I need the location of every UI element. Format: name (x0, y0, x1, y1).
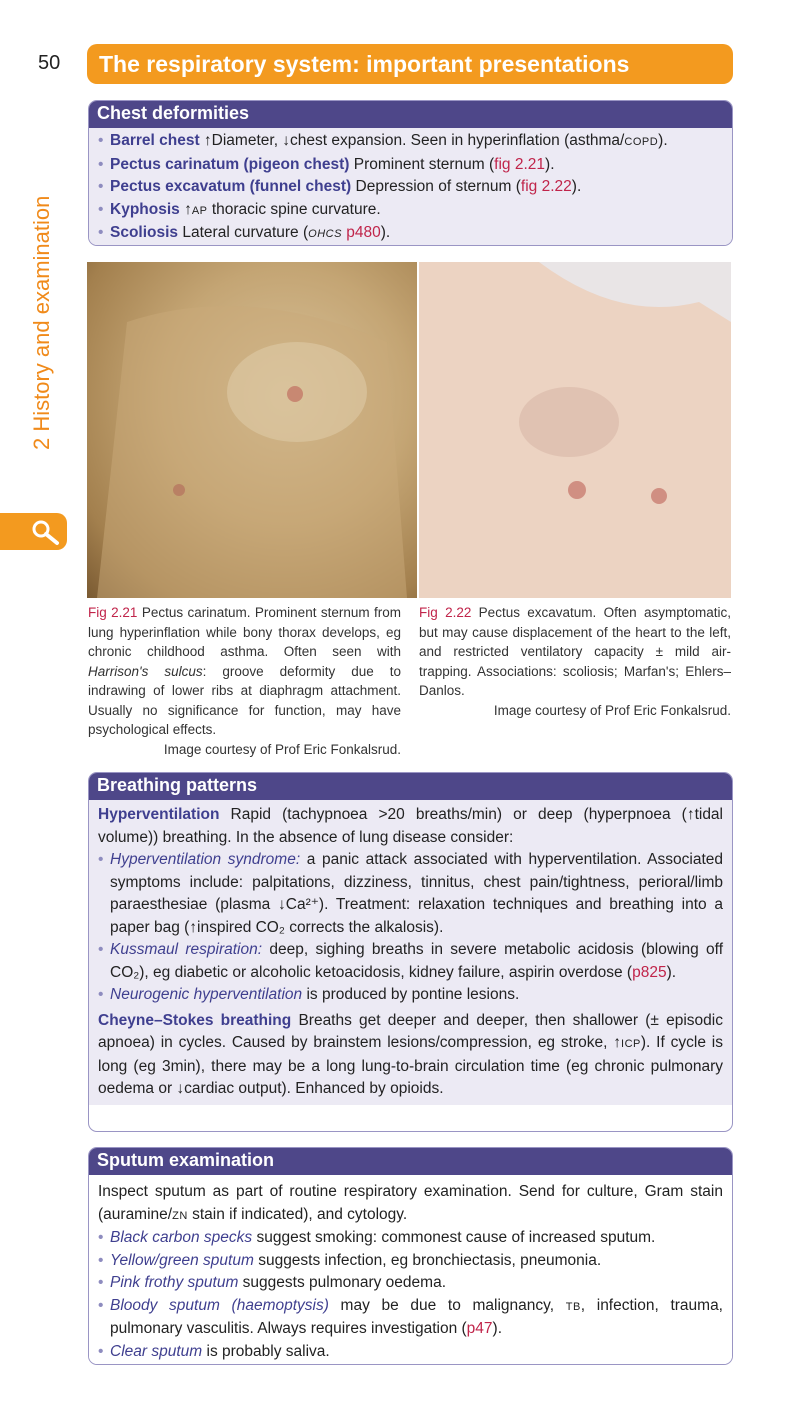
list-item: • Hyperventilation syndrome: a panic attack associated with hyperventilation. Associated symptoms include: palpitations, dizziness, tinnitus, chest pain/tightness, perioral/limb paraesthesiae (plasma ↓Ca²⁺). Treatment: relaxation techniques and breathing into a paper bag (↑inspired CO₂ corrects the alkalosis). (98, 849, 723, 939)
chest-deformities-box (88, 100, 733, 246)
paragraph: Cheyne–Stokes breathing Breaths get deeper and deeper, then shallower (± episodic apnoea) in cycles. Caused by brainstem lesions/compression, eg stroke, ↑ICP). If cycle is long (eg 3min), there may be a long lung-to-brain circulation time (eg chronic pulmonary oedema or ↓cardiac output). Enhanced by opioids. (98, 1011, 723, 1097)
page-number: 50 (38, 52, 61, 74)
image-credit: Image courtesy of Prof Eric Fonkalsrud. (493, 702, 731, 718)
image-credit: Image courtesy of Prof Eric Fonkalsrud. (163, 741, 401, 757)
list-item: • Neurogenic hyperventilation is produced by pontine lesions. (98, 984, 723, 1007)
list-item: • Pink frothy sputum suggests pulmonary oedema. (98, 1272, 723, 1295)
magnifier-icon (30, 518, 62, 546)
breathing-patterns-body (89, 800, 732, 1105)
list-item: • Bloody sputum (haemoptysis) may be due to malignancy, TB, infection, trauma, pulmonary vasculitis. Always requires investigation (p47). (98, 1295, 723, 1341)
list-item: • Scoliosis Lateral curvature (OHCS p480). (98, 222, 723, 246)
list-item: • Black carbon specks suggest smoking: commonest cause of increased sputum. (98, 1227, 723, 1250)
torso-illustration (419, 262, 731, 598)
list-item: • Kyphosis ↑AP thoracic spine curvature. (98, 199, 723, 223)
sputum-examination-heading: Sputum examination (89, 1148, 732, 1175)
list-item: • Clear sputum is probably saliva. (98, 1341, 723, 1364)
side-tab (0, 513, 67, 550)
page-link[interactable]: p825 (632, 963, 667, 981)
chest-deformities-list (89, 128, 732, 246)
torso-illustration (87, 262, 417, 598)
pectus-excavatum-photo (419, 262, 731, 598)
breathing-patterns-heading: Breathing patterns (89, 773, 732, 800)
list-item: • Yellow/green sputum suggests infection, eg bronchiectasis, pneumonia. (98, 1250, 723, 1273)
chapter-title: The respiratory system: important presentations (87, 44, 733, 84)
paragraph: Hyperventilation Rapid (tachypnoea >20 breaths/min) or deep (hyperpnoea (↑tidal volume)) breathing. In the absence of lung disease consider: (98, 806, 723, 846)
figure-link[interactable]: fig 2.21 (494, 155, 546, 173)
sputum-examination-body (89, 1175, 732, 1365)
page-link[interactable]: p480 (346, 224, 381, 241)
paragraph: Inspect sputum as part of routine respiratory examination. Send for culture, Gram stain (auramine/ZN stain if indicated), and cytology. (98, 1183, 723, 1223)
figure-caption-2-22: Fig 2.22 Pectus excavatum. Often asymptomatic, but may cause displacement of the heart to the left, and restricted ventilatory capacity ± mild air-trapping. Associations: scoliosis; Marfan's; Ehlers–Danlos. Image courtesy of Prof Eric Fonkalsrud. (419, 603, 731, 720)
list-item: • Pectus excavatum (funnel chest) Depression of sternum (fig 2.22). (98, 176, 723, 199)
chest-deformities-heading: Chest deformities (89, 101, 732, 128)
list-item: • Barrel chest ↑Diameter, ↓chest expansion. Seen in hyperinflation (asthma/COPD). (98, 130, 723, 154)
sputum-examination-box (88, 1147, 733, 1365)
pectus-carinatum-photo (87, 262, 417, 598)
side-chapter-label: 2 History and examination (29, 195, 54, 450)
list-item: • Kussmaul respiration: deep, sighing breaths in severe metabolic acidosis (blowing off CO₂), eg diabetic or alcoholic ketoacidosis, kidney failure, aspirin overdose (p825). (98, 939, 723, 984)
breathing-patterns-box (88, 772, 733, 1132)
page-link[interactable]: p47 (466, 1320, 493, 1337)
figure-link[interactable]: fig 2.22 (520, 178, 572, 195)
figure-caption-2-21: Fig 2.21 Pectus carinatum. Prominent sternum from lung hyperinflation while bony thorax develops, eg chronic childhood asthma. Often seen with Harrison's sulcus: groove deformity due to indrawing of lower ribs at diaphragm attachment. Usually no significance for function, may have psychological effects. Image courtesy of Prof Eric Fonkalsrud. (88, 603, 401, 759)
list-item: • Pectus carinatum (pigeon chest) Prominent sternum (fig 2.21). (98, 154, 723, 177)
